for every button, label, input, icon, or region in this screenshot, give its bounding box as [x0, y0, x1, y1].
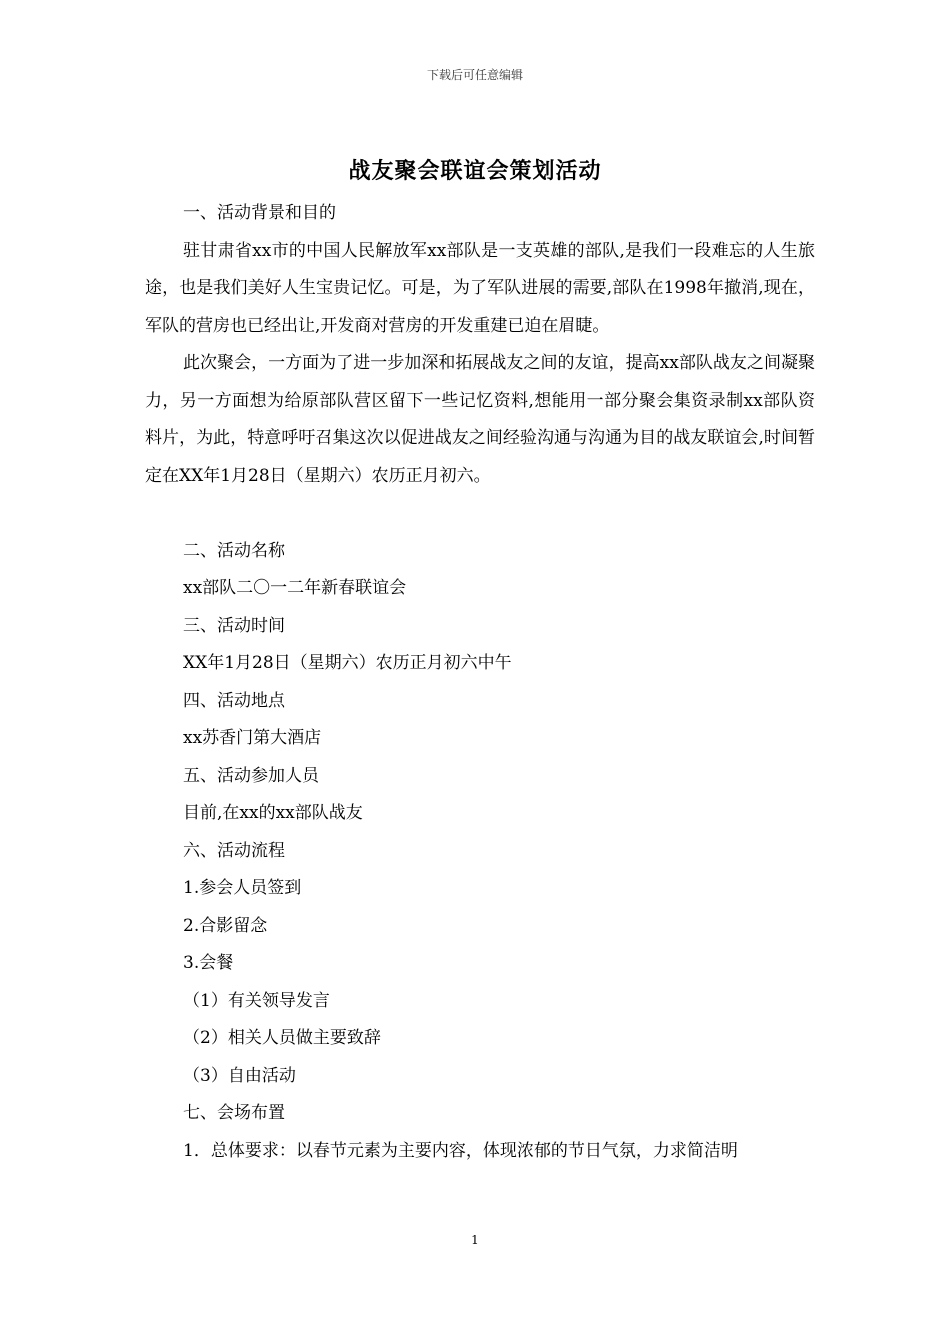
- section-heading-time: 三、活动时间: [183, 615, 285, 636]
- event-location: xx苏香门第大酒店: [183, 728, 322, 748]
- venue-layout-requirement: 1．总体要求：以春节元素为主要内容，体现浓郁的节日气氛，力求简洁明: [183, 1140, 738, 1161]
- paragraph-background: 驻甘肃省xx市的中国人民解放军xx部队是一支英雄的部队,是我们一段难忘的人生旅途，也是我们美好人生宝贵记忆。可是，为了军队进展的需要,部队在1998年撤消,现在，军队的营房也已经出让,开发商对营房的开发重建已迫在眉睫。: [145, 240, 815, 336]
- section-heading-process: 六、活动流程: [183, 840, 285, 861]
- process-substep-2: （2）相关人员做主要致辞: [183, 1028, 381, 1048]
- process-step-3: 3.会餐: [183, 953, 234, 973]
- section-heading-location: 四、活动地点: [183, 690, 285, 711]
- process-substep-3: （3）自由活动: [183, 1065, 296, 1086]
- event-name: xx部队二〇一二年新春联谊会: [183, 578, 407, 598]
- page-header-note: 下载后可任意编辑: [426, 68, 523, 82]
- document-body: [145, 195, 815, 1170]
- process-step-1: 1.参会人员签到: [183, 878, 302, 898]
- page-number: 1: [471, 1233, 479, 1247]
- process-step-2: 2.合影留念: [183, 915, 268, 936]
- section-heading-venue-layout: 七、会场布置: [183, 1103, 285, 1123]
- process-substep-1: （1）有关领导发言: [183, 990, 330, 1011]
- paragraph-purpose: 此次聚会，一方面为了进一步加深和拓展战友之间的友谊，提高xx部队战友之间凝聚力，另一方面想为给原部队营区留下一些记忆资料,想能用一部分聚会集资录制xx部队资料片，为此，特意呼吁召集这次以促进战友之间经验沟通与沟通为目的战友联谊会,时间暂定在XX年1月28日（星期六）农历正月初六。: [145, 353, 815, 486]
- blank-line: [145, 495, 815, 533]
- section-heading-background: 一、活动背景和目的: [183, 203, 336, 223]
- section-heading-name: 二、活动名称: [183, 540, 285, 561]
- document-title: 战友聚会联谊会策划活动: [348, 158, 602, 184]
- section-heading-participants: 五、活动参加人员: [183, 765, 319, 786]
- event-time: XX年1月28日（星期六）农历正月初六中午: [183, 653, 512, 673]
- event-participants: 目前,在xx的xx部队战友: [183, 803, 363, 823]
